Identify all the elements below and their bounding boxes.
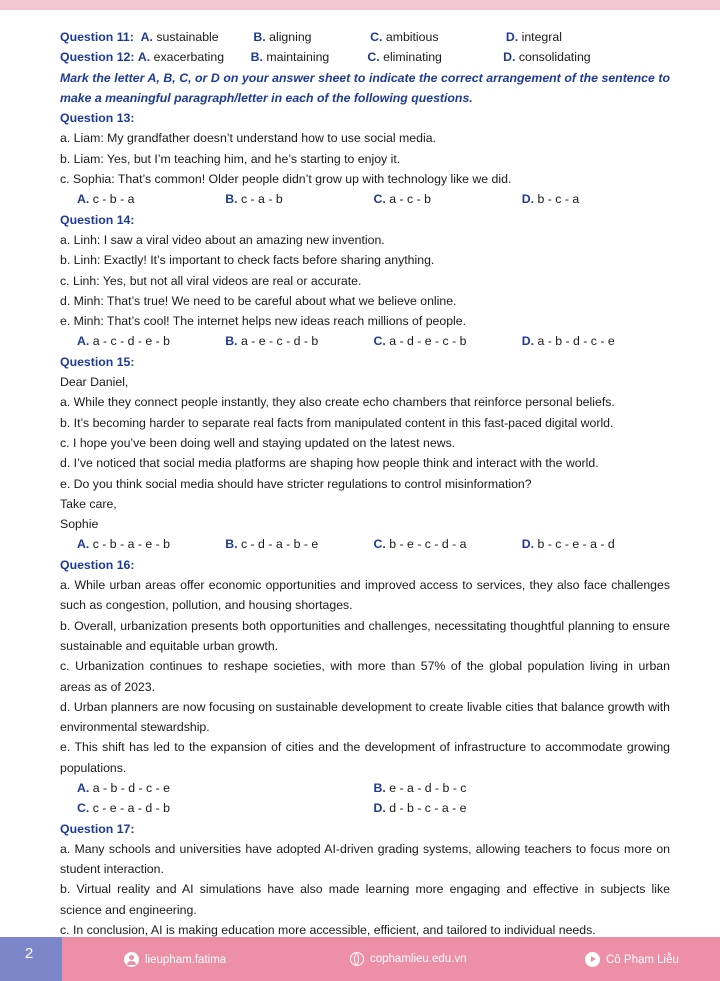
play-icon: [585, 952, 600, 967]
sentence: c. Linh: Yes, but not all viral videos are real or accurate.: [60, 273, 362, 288]
option-d: D. d - b - c - a - e: [373, 801, 467, 816]
footer-social-text: lieupham.fatima: [145, 953, 227, 966]
page-number: 2: [24, 945, 34, 962]
option-a: sustainable: [156, 30, 219, 44]
sentence: b. Liam: Yes, but I’m teaching him, and he’s starting to enjoy it.: [60, 151, 401, 166]
question-17-label: Question 17:: [60, 821, 135, 836]
top-accent-bar: [0, 0, 720, 10]
question-13-options: [60, 189, 670, 209]
question-11-options: Question 11: A. sustainable B. aligning C. ambitious D. integral: [60, 27, 670, 47]
option-b: B. e - a - d - b - c: [373, 780, 467, 795]
sentence: e. This shift has led to the expansion of cities and the development of infrastructure to accommodate growing populations.: [60, 740, 670, 775]
option-d: integral: [521, 30, 562, 44]
question-12-options: Question 12: A. exacerbating B. maintaining C. eliminating D. consolidating: [60, 47, 670, 67]
sentence: c. Urbanization continues to reshape societies, with more than 57% of the global population living in urban areas as of 2023.: [60, 659, 670, 694]
question-15-options: [60, 534, 670, 554]
document-body: [60, 27, 670, 940]
question-14-options: [60, 331, 670, 351]
option-a: A. a - c - d - e - b: [77, 334, 170, 349]
sentence: e. Minh: That’s cool! The internet helps new ideas reach millions of people.: [60, 314, 467, 329]
option-b: B. c - d - a - b - e: [225, 537, 319, 552]
option-b: maintaining: [266, 50, 330, 65]
option-a: exacerbating: [153, 50, 225, 65]
footer-channel[interactable]: [585, 952, 679, 967]
option-b: B. a - e - c - d - b: [225, 334, 319, 349]
question-14-label: Question 14:: [60, 212, 135, 227]
sentence: a. While they connect people instantly, they also create echo chambers that reinforce personal beliefs.: [60, 395, 615, 410]
sentence: a. Many schools and universities have adopted AI-driven grading systems, allowing teachers to focus more on student interaction.: [60, 841, 670, 877]
option-c: C. b - e - c - d - a: [373, 537, 467, 552]
option-d: D. b - c - a: [521, 192, 580, 207]
footer-social[interactable]: [124, 952, 226, 967]
sentence: c. Sophia: That’s common! Older people didn’t grow up with technology like we did.: [60, 172, 512, 187]
footer-website-text: cophamlieu.edu.vn: [370, 953, 467, 965]
option-b: B. c - a - b: [225, 192, 283, 207]
footer-website[interactable]: [350, 952, 467, 966]
option-a: A. c - b - a: [77, 192, 135, 207]
question-16-options-row-1: [60, 778, 670, 798]
sentence: c. In conclusion, AI is making education more accessible, efficient, and tailored to individual needs.: [60, 923, 596, 938]
person-icon: [124, 952, 139, 967]
option-d: consolidating: [518, 50, 591, 65]
sentence: b. It’s becoming harder to separate real facts from manipulated content in this fast-paced digital world.: [60, 415, 614, 430]
sentence: a. Linh: I saw a viral video about an amazing new invention.: [60, 232, 385, 247]
letter-greeting: Dear Daniel,: [60, 375, 129, 390]
letter-closing: Take care,: [60, 496, 117, 511]
option-b: aligning: [269, 30, 312, 44]
sentence: e. Do you think social media should have stricter regulations to control misinformation?: [60, 476, 532, 491]
option-a: A. c - b - a - e - b: [77, 537, 170, 552]
question-16-label: Question 16:: [60, 557, 135, 572]
option-d: D. b - c - e - a - d: [521, 537, 615, 552]
globe-icon: [350, 952, 364, 966]
sentence: b. Virtual reality and AI simulations have also made learning more engaging and effective in subjects like science and engineering.: [60, 882, 670, 917]
section-instruction: Mark the letter A, B, C, or D on your answer sheet to indicate the correct arrangement of the sentence to make a meaningful paragraph/letter in each of the following questions.: [60, 70, 670, 105]
sentence: a. Liam: My grandfather doesn’t understand how to use social media.: [60, 131, 436, 146]
sentence: d. Urban planners are now focusing on sustainable development to create livable cities that balance growth with environmental stewardship.: [60, 699, 670, 735]
option-c: eliminating: [383, 50, 442, 65]
option-c: C. c - e - a - d - b: [77, 801, 170, 816]
letter-signature: Sophie: [60, 517, 99, 532]
footer-channel-text: Cô Phạm Liễu: [606, 953, 679, 966]
option-c: ambitious: [385, 30, 439, 44]
option-a: A. a - b - d - c - e: [77, 780, 170, 795]
question-16-options-row-2: [60, 798, 670, 818]
question-label: Question 12:: [60, 50, 135, 65]
question-label: Question 11:: [60, 30, 134, 44]
option-c: C. a - c - b: [373, 192, 431, 207]
option-c: C. a - d - e - c - b: [373, 334, 467, 349]
sentence: a. While urban areas offer economic opportunities and improved access to services, they also face challenges such as congestion, pollution, and housing shortages.: [60, 578, 670, 613]
sentence: c. I hope you’ve been doing well and staying updated on the latest news.: [60, 435, 456, 450]
sentence: d. Minh: That’s true! We need to be careful about what we believe online.: [60, 293, 457, 308]
sentence: b. Linh: Exactly! It’s important to check facts before sharing anything.: [60, 253, 435, 268]
sentence: d. I’ve noticed that social media platforms are shaping how people think and interact with the world.: [60, 456, 599, 471]
sentence: b. Overall, urbanization presents both opportunities and challenges, necessitating thoughtful planning to ensure sustainable and equitable urban growth.: [60, 618, 670, 653]
question-15-label: Question 15:: [60, 354, 135, 369]
option-d: D. a - b - d - c - e: [521, 334, 615, 349]
question-13-label: Question 13:: [60, 111, 135, 126]
